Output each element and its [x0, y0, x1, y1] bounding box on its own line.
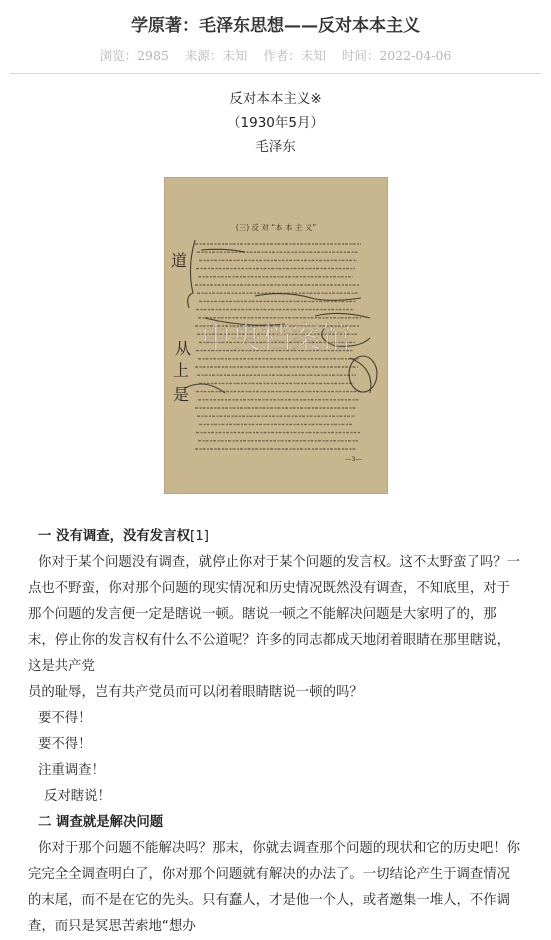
article-body	[0, 524, 551, 940]
slogan-line: 要不得！	[38, 711, 92, 726]
paragraph-text: 你对于某个问题没有调查，就停止你对于某个问题的发言权。这不太野蛮了吗？一点也不野蛮，你对那个问题的现实情况和历史情况既然没有调查，不知底里，对于那个问题的发言便一定是瞎说一顿。瞎说一顿之不能解决问题是大家明了的，那末，停止你的发言权有什么不公道呢？许多的同志都成天地闭着眼睛在那里瞎说，这是共产党	[28, 555, 521, 674]
document-title: 反对本本主义※	[229, 91, 322, 107]
watermark-text: 中央档案馆	[201, 321, 351, 356]
section-heading	[28, 524, 523, 550]
document-date: （1930年5月）	[227, 115, 324, 131]
publish-time: 时间：2022-04-06	[341, 48, 452, 63]
views-count: 浏览：2985	[99, 48, 169, 63]
slogan-line: 要不得！	[38, 737, 92, 752]
slogan-line: 注重调查！	[38, 763, 105, 778]
section-heading-text: 一 没有调查，没有发言权	[38, 529, 190, 544]
section-heading: 二 调查就是解决问题	[38, 815, 164, 830]
paragraph: 员的耻辱，岂有共产党员而可以闭着眼睛瞎说一顿的吗？	[28, 685, 363, 700]
document-author: 毛泽东	[255, 139, 296, 155]
slogan-line: 反对瞎说！	[44, 789, 111, 804]
header-divider	[10, 73, 541, 74]
paragraph: 你对于那个问题不能解决吗？那末，你就去调查那个问题的现状和它的历史吧！你完完全全调查明白了，你对那个问题就有解决的办法了。一切结论产生于调查情况的末尾，而不是在它的先头。只有蠢人，才是他一个人，或者邀集一堆人，不作调查，而只是冥思苦索地“想办	[28, 841, 521, 934]
scan-heading: (三) 反 对 “本 本 主 义”	[235, 223, 317, 232]
margin-note: 道	[171, 251, 188, 270]
document-heading	[0, 87, 551, 159]
manuscript-scan-image	[164, 177, 388, 494]
manuscript-scan-drawing	[165, 178, 387, 493]
article-meta	[0, 46, 551, 66]
source-label: 来源：未知	[184, 48, 248, 63]
scan-page-number: —3—	[345, 455, 363, 463]
margin-note: 是	[173, 385, 190, 404]
author-label: 作者：未知	[263, 48, 326, 63]
margin-note: 上	[173, 361, 190, 380]
page-title: 学原著：毛泽东思想——反对本本主义	[131, 16, 420, 36]
paragraph	[28, 550, 523, 680]
margin-note: 从	[175, 339, 192, 358]
footnote-link[interactable]: [1]	[189, 529, 209, 544]
